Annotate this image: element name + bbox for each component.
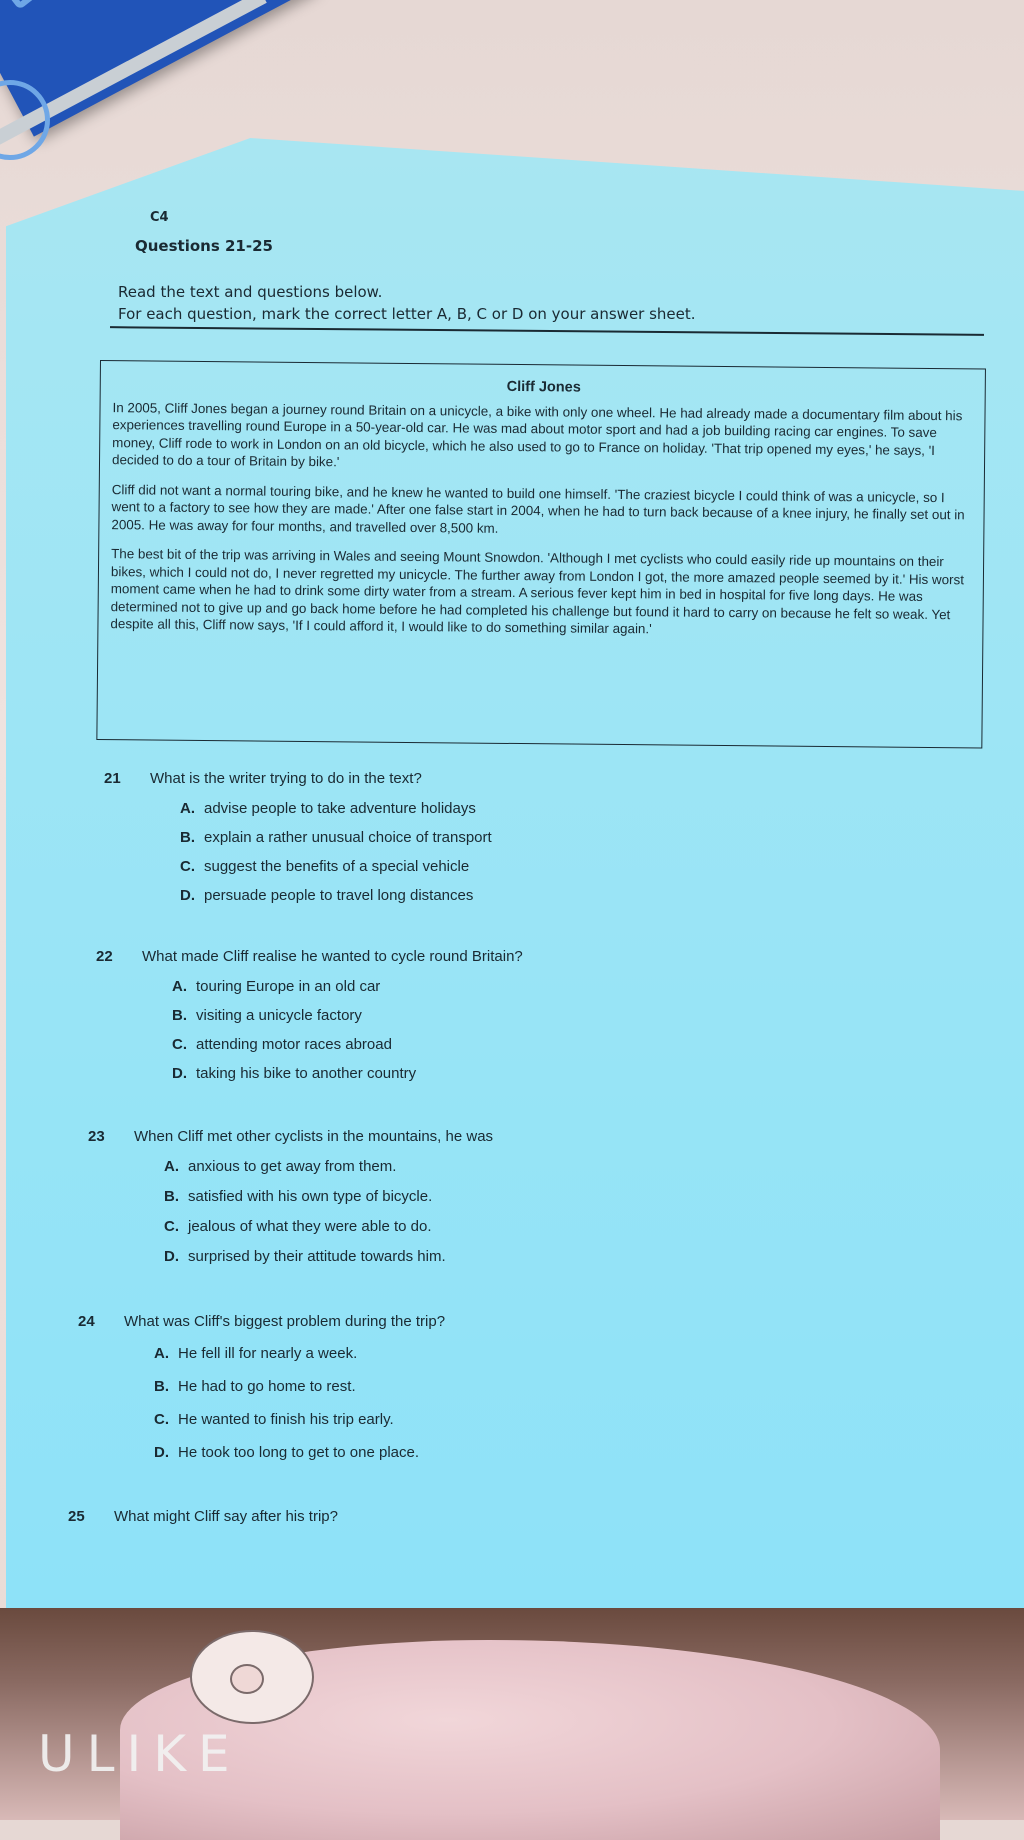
option-text: taking his bike to another country	[196, 1065, 417, 1082]
option-d[interactable]	[172, 1065, 416, 1082]
option-b[interactable]	[164, 1188, 432, 1205]
instruction-line-1: Read the text and questions below.	[118, 283, 383, 301]
option-b[interactable]	[172, 1007, 362, 1024]
option-c[interactable]	[164, 1218, 432, 1235]
option-letter: A.	[154, 1345, 169, 1362]
option-text: He fell ill for nearly a week.	[178, 1345, 358, 1362]
divider-rule	[110, 326, 984, 336]
brand-watermark: ULIKE	[38, 1725, 242, 1783]
passage-paragraph: Cliff did not want a normal touring bike, and he knew he wanted to build one himself. 'The craziest bicycle I could think of was a unicycle, so I went to a factory to see how they are made.' After one false start in 2004, when he had to turn back because of a knee injury, he finally set out in 2005. He was away for four months, and travelled over 8,500 km.	[111, 481, 965, 536]
option-b[interactable]	[154, 1378, 356, 1395]
option-text: persuade people to travel long distances	[204, 887, 474, 904]
option-letter: C.	[164, 1218, 179, 1235]
option-letter: B.	[172, 1007, 187, 1024]
option-a[interactable]	[180, 800, 476, 817]
question-text: What might Cliff say after his trip?	[114, 1508, 338, 1525]
question-number: 21	[104, 770, 121, 787]
option-text: He wanted to finish his trip early.	[178, 1411, 394, 1428]
option-letter: B.	[180, 829, 195, 846]
option-text: He had to go home to rest.	[178, 1378, 356, 1395]
option-letter: D.	[164, 1248, 179, 1265]
option-letter: D.	[154, 1444, 169, 1461]
question-text: What made Cliff realise he wanted to cycle round Britain?	[142, 948, 523, 965]
option-letter: C.	[154, 1411, 169, 1428]
option-letter: C.	[180, 858, 195, 875]
option-letter: A.	[172, 978, 187, 995]
option-letter: D.	[180, 887, 195, 904]
option-letter: C.	[172, 1036, 187, 1053]
option-d[interactable]	[180, 887, 473, 904]
option-text: suggest the benefits of a special vehicle	[204, 858, 470, 875]
option-letter: B.	[154, 1378, 169, 1395]
option-letter: D.	[172, 1065, 187, 1082]
section-heading: Questions 21-25	[135, 237, 273, 255]
passage-paragraph: In 2005, Cliff Jones began a journey round Britain on a unicycle, a bike with only one wheel. He had already made a documentary film about his experiences travelling round Europe in a 50-year-old car. He was mad about motor sport and had a job building racing car engines. To save money, Cliff rode to work in London on an old bicycle, which he also used to go to France on holiday. 'That trip opened my eyes,' he says, 'I decided to do a tour of Britain by bike.'	[111, 399, 963, 470]
question-text: When Cliff met other cyclists in the mountains, he was	[134, 1128, 494, 1145]
question-number: 24	[78, 1313, 95, 1330]
option-text: explain a rather unusual choice of transport	[204, 829, 492, 846]
reading-passage	[96, 360, 986, 748]
page-number: C4	[150, 210, 169, 225]
passage-paragraph: The best bit of the trip was arriving in Wales and seeing Mount Snowdon. 'Although I met cyclists who could easily ride up mountains on their bikes, which I could not do, I never regretted my unicycle. The further away from London I got, the more amazed people seemed by it.' His worst moment came when he had to drink some dirty water from a stream. A serious fever kept him in bed in hospital for five long days. He was determined not to give up and go back home before he had completed his challenge but found it hard to carry on because he felt so weak. Yet despite all this, Cliff now says, 'If I could afford it, I would like to do something similar again.'	[110, 546, 965, 637]
question-number: 25	[68, 1508, 85, 1525]
option-d[interactable]	[154, 1444, 419, 1461]
option-text: advise people to take adventure holidays	[204, 800, 476, 817]
question-text: What is the writer trying to do in the text?	[150, 770, 422, 787]
option-letter: A.	[180, 800, 195, 817]
option-letter: B.	[164, 1188, 179, 1205]
option-a[interactable]	[154, 1345, 357, 1362]
instruction-line-2: For each question, mark the correct letter A, B, C or D on your answer sheet.	[118, 305, 696, 323]
option-text: surprised by their attitude towards him.	[188, 1248, 446, 1265]
option-letter: A.	[164, 1158, 179, 1175]
option-c[interactable]	[180, 858, 469, 875]
option-text: anxious to get away from them.	[188, 1158, 397, 1175]
option-text: touring Europe in an old car	[196, 978, 381, 995]
question-text: What was Cliff's biggest problem during the trip?	[124, 1313, 446, 1330]
option-text: satisfied with his own type of bicycle.	[188, 1188, 433, 1205]
option-c[interactable]	[154, 1411, 394, 1428]
option-text: jealous of what they were able to do.	[188, 1218, 432, 1235]
option-d[interactable]	[164, 1248, 446, 1265]
pig-toy-icon	[190, 1630, 314, 1724]
option-text: He took too long to get to one place.	[178, 1444, 420, 1461]
question-number: 22	[96, 948, 113, 965]
option-a[interactable]	[172, 978, 380, 995]
option-c[interactable]	[172, 1036, 392, 1053]
question-number: 23	[88, 1128, 105, 1145]
option-b[interactable]	[180, 829, 492, 846]
option-text: visiting a unicycle factory	[196, 1007, 362, 1024]
pig-nose-icon	[230, 1664, 264, 1694]
option-a[interactable]	[164, 1158, 396, 1175]
passage-title: Cliff Jones	[506, 378, 581, 396]
option-text: attending motor races abroad	[196, 1036, 392, 1053]
